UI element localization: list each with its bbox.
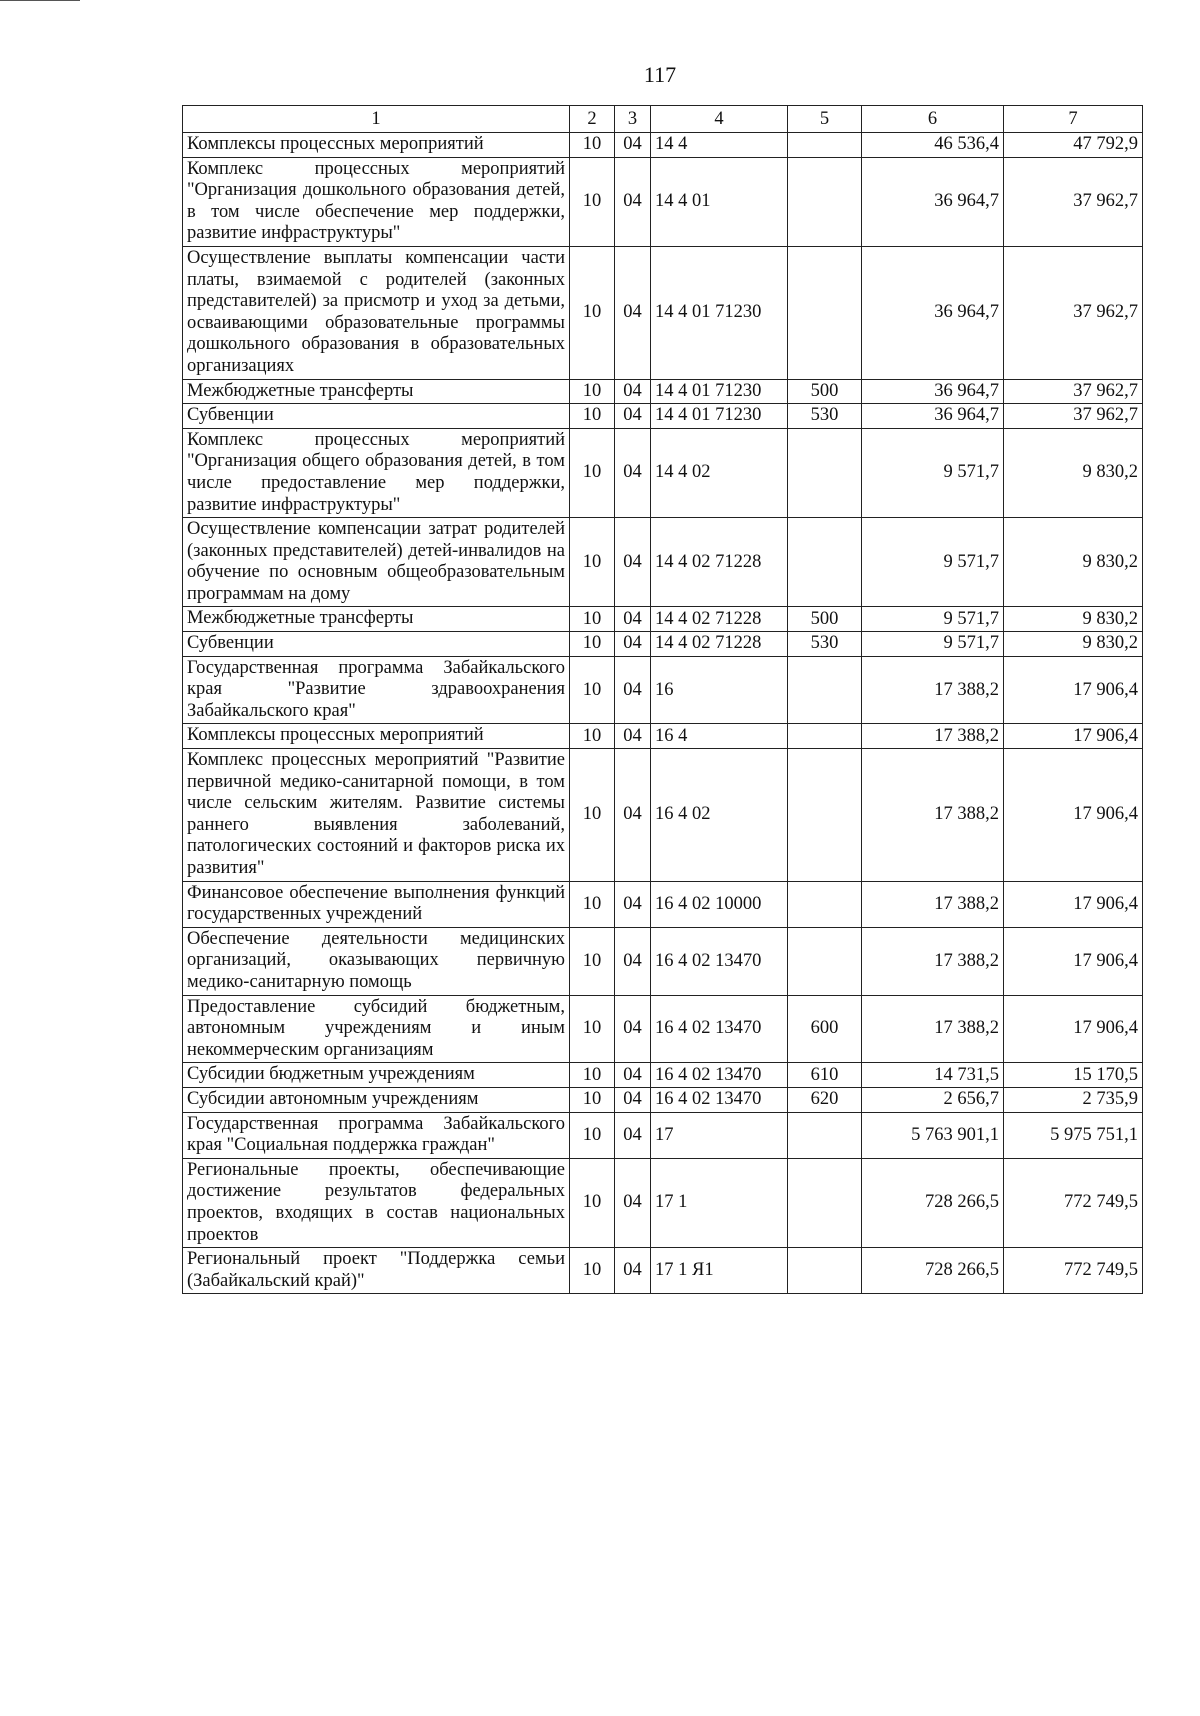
table-row (183, 881, 1143, 927)
table-row (183, 632, 1143, 657)
table-row (183, 246, 1143, 379)
expense-type-cell (788, 518, 862, 607)
amount-year1-cell: 46 536,4 (862, 133, 1004, 158)
target-article-cell: 16 4 02 13470 (651, 927, 788, 995)
amount-year1-cell: 36 964,7 (862, 157, 1004, 246)
amount-year1-cell: 17 388,2 (862, 724, 1004, 749)
expense-type-cell (788, 749, 862, 882)
row-name-cell: Региональный проект "Поддержка семьи (Забайкальский край)" (183, 1248, 570, 1294)
table-row (183, 1087, 1143, 1112)
expense-type-cell: 620 (788, 1087, 862, 1112)
subsection-code-cell: 04 (615, 749, 651, 882)
expense-type-cell (788, 133, 862, 158)
expense-type-cell (788, 428, 862, 517)
amount-year1-cell: 9 571,7 (862, 607, 1004, 632)
row-name-cell: Комплекс процессных мероприятий "Организация дошкольного образования детей, в том числе обеспечение мер поддержки, развитие инфраструктуры" (183, 157, 570, 246)
subsection-code-cell: 04 (615, 518, 651, 607)
row-name-cell: Комплекс процессных мероприятий "Развитие первичной медико-санитарной помощи, в том числе сельским жителям. Развитие системы раннего выявления заболеваний, патологических состояний и факторов риска их развития" (183, 749, 570, 882)
target-article-cell: 14 4 01 (651, 157, 788, 246)
subsection-code-cell: 04 (615, 246, 651, 379)
amount-year1-cell: 17 388,2 (862, 881, 1004, 927)
table-row (183, 379, 1143, 404)
amount-year2-cell: 772 749,5 (1004, 1248, 1143, 1294)
section-code-cell: 10 (570, 632, 615, 657)
target-article-cell: 14 4 02 (651, 428, 788, 517)
row-name-cell: Межбюджетные трансферты (183, 379, 570, 404)
section-code-cell: 10 (570, 607, 615, 632)
subsection-code-cell: 04 (615, 1063, 651, 1088)
subsection-code-cell: 04 (615, 404, 651, 429)
amount-year2-cell: 9 830,2 (1004, 518, 1143, 607)
column-header: 3 (615, 106, 651, 133)
section-code-cell: 10 (570, 995, 615, 1063)
section-code-cell: 10 (570, 379, 615, 404)
subsection-code-cell: 04 (615, 1087, 651, 1112)
target-article-cell: 14 4 02 71228 (651, 607, 788, 632)
row-name-cell: Субсидии автономным учреждениям (183, 1087, 570, 1112)
expense-type-cell (788, 1248, 862, 1294)
section-code-cell: 10 (570, 749, 615, 882)
section-code-cell: 10 (570, 724, 615, 749)
table-row (183, 749, 1143, 882)
amount-year2-cell: 17 906,4 (1004, 656, 1143, 724)
target-article-cell: 16 (651, 656, 788, 724)
column-header: 6 (862, 106, 1004, 133)
expense-type-cell (788, 927, 862, 995)
expense-type-cell: 600 (788, 995, 862, 1063)
table-row (183, 724, 1143, 749)
row-name-cell: Региональные проекты, обеспечивающие достижение результатов федеральных проектов, входящих в состав национальных проектов (183, 1158, 570, 1247)
row-name-cell: Осуществление выплаты компенсации части платы, взимаемой с родителей (законных представителей) за присмотр и уход за детьми, осваивающими образовательные программы дошкольного образования в образовательных организациях (183, 246, 570, 379)
amount-year1-cell: 36 964,7 (862, 246, 1004, 379)
target-article-cell: 16 4 02 13470 (651, 1087, 788, 1112)
amount-year1-cell: 17 388,2 (862, 656, 1004, 724)
amount-year1-cell: 9 571,7 (862, 518, 1004, 607)
expense-type-cell (788, 246, 862, 379)
table-row (183, 656, 1143, 724)
scan-edge-mark (0, 0, 80, 1)
target-article-cell: 14 4 01 71230 (651, 379, 788, 404)
subsection-code-cell: 04 (615, 379, 651, 404)
amount-year1-cell: 728 266,5 (862, 1158, 1004, 1247)
amount-year1-cell: 17 388,2 (862, 749, 1004, 882)
target-article-cell: 14 4 02 71228 (651, 518, 788, 607)
section-code-cell: 10 (570, 881, 615, 927)
section-code-cell: 10 (570, 1087, 615, 1112)
column-number-row (183, 106, 1143, 133)
target-article-cell: 16 4 02 10000 (651, 881, 788, 927)
target-article-cell: 17 1 (651, 1158, 788, 1247)
target-article-cell: 17 1 Я1 (651, 1248, 788, 1294)
row-name-cell: Субвенции (183, 632, 570, 657)
amount-year1-cell: 5 763 901,1 (862, 1112, 1004, 1158)
target-article-cell: 17 (651, 1112, 788, 1158)
row-name-cell: Обеспечение деятельности медицинских организаций, оказывающих первичную медико-санитарную помощь (183, 927, 570, 995)
target-article-cell: 16 4 02 (651, 749, 788, 882)
column-header: 1 (183, 106, 570, 133)
column-header: 5 (788, 106, 862, 133)
amount-year2-cell: 9 830,2 (1004, 607, 1143, 632)
target-article-cell: 16 4 (651, 724, 788, 749)
table-row (183, 1112, 1143, 1158)
section-code-cell: 10 (570, 157, 615, 246)
expense-type-cell: 530 (788, 404, 862, 429)
table-row (183, 518, 1143, 607)
amount-year2-cell: 37 962,7 (1004, 157, 1143, 246)
amount-year2-cell: 9 830,2 (1004, 428, 1143, 517)
section-code-cell: 10 (570, 1112, 615, 1158)
amount-year2-cell: 2 735,9 (1004, 1087, 1143, 1112)
row-name-cell: Межбюджетные трансферты (183, 607, 570, 632)
amount-year1-cell: 17 388,2 (862, 927, 1004, 995)
amount-year2-cell: 15 170,5 (1004, 1063, 1143, 1088)
subsection-code-cell: 04 (615, 133, 651, 158)
subsection-code-cell: 04 (615, 1248, 651, 1294)
column-header: 7 (1004, 106, 1143, 133)
target-article-cell: 16 4 02 13470 (651, 995, 788, 1063)
amount-year2-cell: 17 906,4 (1004, 995, 1143, 1063)
table-row (183, 1063, 1143, 1088)
subsection-code-cell: 04 (615, 724, 651, 749)
subsection-code-cell: 04 (615, 656, 651, 724)
section-code-cell: 10 (570, 404, 615, 429)
subsection-code-cell: 04 (615, 157, 651, 246)
row-name-cell: Субсидии бюджетным учреждениям (183, 1063, 570, 1088)
target-article-cell: 14 4 01 71230 (651, 246, 788, 379)
subsection-code-cell: 04 (615, 607, 651, 632)
section-code-cell: 10 (570, 428, 615, 517)
expense-type-cell: 500 (788, 607, 862, 632)
amount-year2-cell: 47 792,9 (1004, 133, 1143, 158)
subsection-code-cell: 04 (615, 995, 651, 1063)
amount-year2-cell: 772 749,5 (1004, 1158, 1143, 1247)
target-article-cell: 14 4 (651, 133, 788, 158)
expense-type-cell (788, 157, 862, 246)
section-code-cell: 10 (570, 927, 615, 995)
table-row (183, 133, 1143, 158)
row-name-cell: Предоставление субсидий бюджетным, автономным учреждениям и иным некоммерческим организациям (183, 995, 570, 1063)
column-header: 4 (651, 106, 788, 133)
section-code-cell: 10 (570, 133, 615, 158)
table-body (183, 133, 1143, 1294)
table-row (183, 1248, 1143, 1294)
amount-year2-cell: 17 906,4 (1004, 927, 1143, 995)
amount-year1-cell: 36 964,7 (862, 379, 1004, 404)
target-article-cell: 14 4 02 71228 (651, 632, 788, 657)
row-name-cell: Комплекс процессных мероприятий "Организация общего образования детей, в том числе предоставление мер поддержки, развитие инфраструктуры" (183, 428, 570, 517)
section-code-cell: 10 (570, 1158, 615, 1247)
amount-year1-cell: 9 571,7 (862, 632, 1004, 657)
subsection-code-cell: 04 (615, 927, 651, 995)
table-row (183, 1158, 1143, 1247)
amount-year2-cell: 5 975 751,1 (1004, 1112, 1143, 1158)
table-row (183, 428, 1143, 517)
row-name-cell: Осуществление компенсации затрат родителей (законных представителей) детей-инвалидов на обучение по основным общеобразовательным программам на дому (183, 518, 570, 607)
table-row (183, 404, 1143, 429)
subsection-code-cell: 04 (615, 881, 651, 927)
expense-type-cell (788, 881, 862, 927)
amount-year2-cell: 37 962,7 (1004, 404, 1143, 429)
section-code-cell: 10 (570, 246, 615, 379)
target-article-cell: 16 4 02 13470 (651, 1063, 788, 1088)
amount-year2-cell: 17 906,4 (1004, 724, 1143, 749)
section-code-cell: 10 (570, 1248, 615, 1294)
subsection-code-cell: 04 (615, 428, 651, 517)
section-code-cell: 10 (570, 518, 615, 607)
column-header: 2 (570, 106, 615, 133)
amount-year2-cell: 17 906,4 (1004, 881, 1143, 927)
expense-type-cell: 610 (788, 1063, 862, 1088)
expense-type-cell: 530 (788, 632, 862, 657)
amount-year2-cell: 37 962,7 (1004, 246, 1143, 379)
expense-type-cell (788, 1158, 862, 1247)
row-name-cell: Комплексы процессных мероприятий (183, 724, 570, 749)
row-name-cell: Государственная программа Забайкальского края "Социальная поддержка граждан" (183, 1112, 570, 1158)
row-name-cell: Финансовое обеспечение выполнения функций государственных учреждений (183, 881, 570, 927)
amount-year1-cell: 728 266,5 (862, 1248, 1004, 1294)
expense-type-cell: 500 (788, 379, 862, 404)
expense-type-cell (788, 1112, 862, 1158)
amount-year1-cell: 17 388,2 (862, 995, 1004, 1063)
amount-year2-cell: 17 906,4 (1004, 749, 1143, 882)
amount-year1-cell: 2 656,7 (862, 1087, 1004, 1112)
amount-year1-cell: 9 571,7 (862, 428, 1004, 517)
page-number: 117 (643, 62, 677, 87)
subsection-code-cell: 04 (615, 1112, 651, 1158)
expense-type-cell (788, 724, 862, 749)
table-row (183, 157, 1143, 246)
table-row (183, 607, 1143, 632)
row-name-cell: Государственная программа Забайкальского края "Развитие здравоохранения Забайкальского края" (183, 656, 570, 724)
table-row (183, 927, 1143, 995)
amount-year2-cell: 9 830,2 (1004, 632, 1143, 657)
amount-year1-cell: 14 731,5 (862, 1063, 1004, 1088)
budget-table (182, 105, 1143, 1294)
section-code-cell: 10 (570, 656, 615, 724)
target-article-cell: 14 4 01 71230 (651, 404, 788, 429)
amount-year1-cell: 36 964,7 (862, 404, 1004, 429)
expense-type-cell (788, 656, 862, 724)
row-name-cell: Комплексы процессных мероприятий (183, 133, 570, 158)
table-row (183, 995, 1143, 1063)
subsection-code-cell: 04 (615, 632, 651, 657)
row-name-cell: Субвенции (183, 404, 570, 429)
amount-year2-cell: 37 962,7 (1004, 379, 1143, 404)
subsection-code-cell: 04 (615, 1158, 651, 1247)
section-code-cell: 10 (570, 1063, 615, 1088)
